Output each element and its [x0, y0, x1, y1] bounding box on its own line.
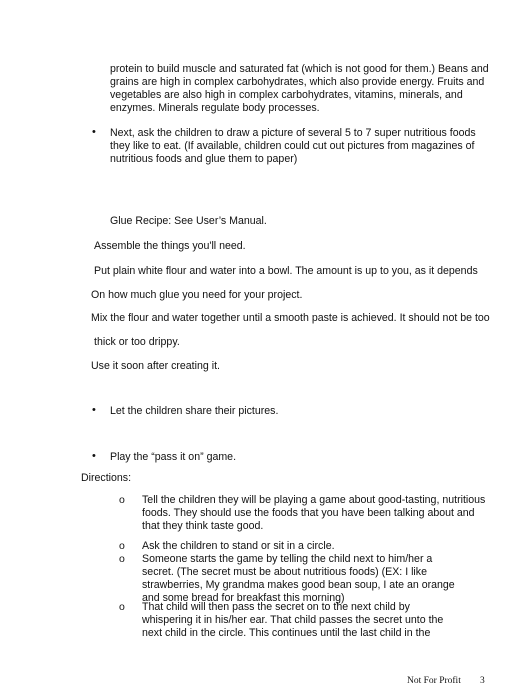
direction-item: [142, 553, 455, 605]
page-number: 3: [480, 676, 485, 686]
glue-step: thick or too drippy.: [94, 336, 180, 348]
text-line: Next, ask the children to draw a picture of several 5 to 7 super nutritious foods: [110, 127, 476, 139]
text-line: That child will then pass the secret on to the next child by: [142, 601, 410, 613]
footer-label: Not For Profit: [407, 676, 461, 686]
bullet-draw-pictures: [110, 127, 476, 166]
text-line: nutritious foods and glue them to paper): [110, 153, 298, 165]
glue-recipe-title: Glue Recipe: See User’s Manual.: [110, 215, 267, 227]
text-line: next child in the circle. This continues until the last child in the: [142, 627, 431, 639]
text-line: whispering it in his/her ear. That child passes the secret unto the: [142, 614, 444, 626]
text-line: protein to build muscle and saturated fat (which is not good for them.) Beans and: [110, 63, 489, 75]
directions-heading: Directions:: [81, 472, 132, 484]
list-marker: o: [119, 494, 125, 506]
text-line: secret. (The secret must be about nutritious foods) (EX: I like: [142, 566, 427, 578]
text-line: Someone starts the game by telling the child next to him/her a: [142, 553, 433, 565]
glue-step: Assemble the things you'll need.: [94, 240, 246, 252]
direction-item: [142, 601, 443, 640]
glue-step: Use it soon after creating it.: [91, 360, 220, 372]
intro-paragraph: [110, 63, 489, 115]
list-marker: o: [119, 553, 125, 565]
list-marker: o: [119, 601, 125, 613]
text-line: foods. They should use the foods that you have been talking about and: [142, 507, 475, 519]
bullet-marker: •: [92, 126, 96, 138]
glue-step: Mix the flour and water together until a smooth paste is achieved. It should not be too: [91, 312, 490, 324]
bullet-share-pictures: Let the children share their pictures.: [110, 405, 279, 417]
text-line: Ask the children to stand or sit in a circle.: [142, 540, 335, 552]
glue-step: On how much glue you need for your project.: [91, 289, 303, 301]
text-line: grains are high in complex carbohydrates, which also provide energy. Fruits and: [110, 76, 485, 88]
text-line: enzymes. Minerals regulate body processes.: [110, 102, 320, 114]
text-line: and some bread for breakfast this morning): [142, 592, 345, 604]
glue-step: Put plain white flour and water into a bowl. The amount is up to you, as it depends: [94, 265, 478, 277]
bullet-marker: •: [92, 404, 96, 416]
text-line: Tell the children they will be playing a game about good-tasting, nutritious: [142, 494, 486, 506]
direction-item: [142, 494, 485, 533]
text-line: vegetables are also high in complex carbohydrates, vitamins, minerals, and: [110, 89, 463, 101]
text-line: that they think taste good.: [142, 520, 264, 532]
bullet-play-game: Play the “pass it on” game.: [110, 451, 237, 463]
direction-item: [142, 540, 335, 553]
bullet-marker: •: [92, 450, 96, 462]
text-line: they like to eat. (If available, children could cut out pictures from magazines of: [110, 140, 475, 152]
list-marker: o: [119, 540, 125, 552]
text-line: strawberries, My grandma makes good bean soup, I ate an orange: [142, 579, 455, 591]
